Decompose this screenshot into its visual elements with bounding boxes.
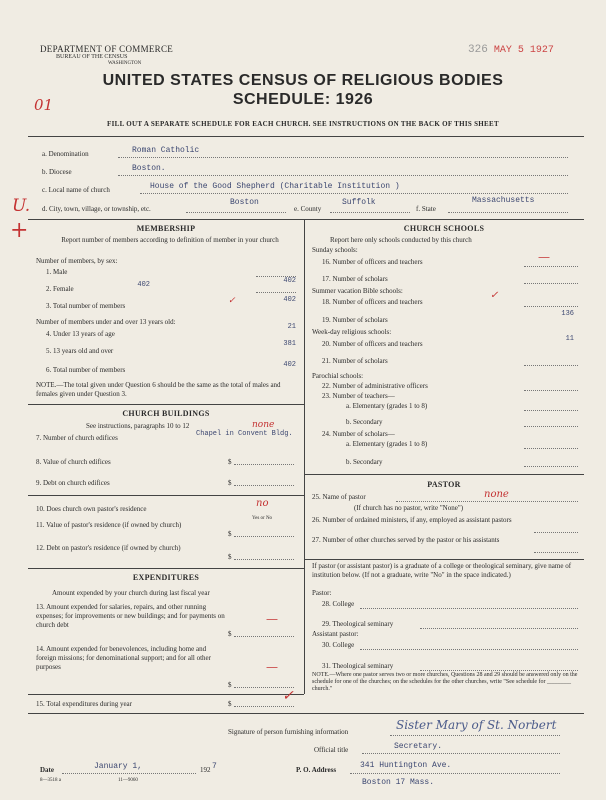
stamp-date: MAY 5 1927	[493, 45, 554, 56]
edifice-value-field[interactable]	[234, 464, 294, 465]
total-expenditures-field[interactable]	[234, 706, 294, 707]
edifice-value-label: 8. Value of church edifices	[36, 458, 111, 466]
secondary-teachers-label: b. Secondary	[346, 418, 383, 426]
county-value: Suffolk	[342, 198, 376, 207]
admin-officers-label: 22. Number of administrative officers	[322, 382, 428, 390]
owns-residence-value: no	[256, 498, 269, 509]
assistant-ministers-label: 26. Number of ordained ministers, if any, employed as assistant pastors	[312, 516, 512, 524]
elementary-teachers-field[interactable]	[524, 410, 578, 411]
pastor-seminary-label: 29. Theological seminary	[322, 620, 394, 628]
residence-value-label: 11. Value of pastor's residence (if owned by church)	[36, 521, 182, 529]
total-members-value: 402	[283, 296, 296, 304]
county-label: e. County	[294, 205, 322, 213]
official-title-field[interactable]	[362, 753, 560, 754]
buildings-divider	[28, 568, 304, 569]
summer-scholars-label: 19. Number of scholars	[322, 316, 388, 324]
form-number: 8—3518 a	[40, 778, 61, 783]
weekday-schools-label: Week-day religious schools:	[312, 328, 392, 336]
total-expenditures-label: 15. Total expenditures during year	[36, 700, 132, 708]
residence-debt-field[interactable]	[234, 559, 294, 560]
membership-divider	[28, 404, 304, 405]
print-number: 11—9060	[118, 778, 138, 783]
margin-mark-u: U.	[12, 196, 31, 216]
secondary-scholars-label: b. Secondary	[346, 458, 383, 466]
assistant-subheading: Assistant pastor:	[312, 630, 359, 638]
total-members-label: 3. Total number of members	[46, 302, 126, 310]
diocese-field[interactable]	[118, 166, 568, 176]
residence-debt-label: 12. Debt on pastor's residence (if owned by church)	[36, 544, 181, 552]
check-mark-18: ✓	[490, 290, 499, 301]
schools-intro: Report here only schools conducted by this church	[330, 236, 472, 244]
official-title-value: Secretary.	[394, 742, 443, 751]
date-value: January 1,	[94, 762, 143, 771]
residence-value-field[interactable]	[234, 536, 294, 537]
under-13-value: 21	[287, 323, 296, 331]
bottom-divider	[28, 713, 584, 714]
state-label: f. State	[416, 205, 436, 213]
membership-intro: Report number of members according to definition of member in your church	[61, 236, 279, 244]
church-buildings-title: CHURCH BUILDINGS	[122, 409, 210, 418]
summer-teachers-label: 18. Number of officers and teachers	[322, 298, 423, 306]
po-address-field[interactable]	[350, 773, 560, 774]
membership-note: NOTE.—The total given under Question 6 should be the same as the total of males and females given under Question 3.	[36, 381, 281, 398]
signature-label: Signature of person furnishing information	[228, 728, 349, 736]
po-address-value-2: Boston 17 Mass.	[362, 778, 435, 787]
top-divider	[28, 136, 584, 137]
pastor-seminary-field[interactable]	[420, 628, 578, 629]
pastor-sub-divider	[304, 559, 584, 560]
pastor-name-label: 25. Name of pastor	[312, 493, 366, 501]
pastor-name-hint: (If church has no pastor, write "None")	[354, 504, 464, 512]
parochial-schools-label: Parochial schools:	[312, 372, 364, 380]
margin-mark-plus: +	[10, 218, 29, 243]
buildings-sub-divider	[28, 495, 304, 496]
female-inline-value: 402	[137, 281, 150, 289]
state-value: Massachusetts	[472, 196, 535, 205]
yes-no-hint: Yes or No	[252, 516, 273, 521]
stamp-number: 326	[468, 44, 488, 56]
diocese-label: b. Diocese	[42, 168, 72, 176]
summer-scholars-value: 136	[561, 310, 574, 318]
instruction-line: FILL OUT A SEPARATE SCHEDULE FOR EACH CHURCH. SEE INSTRUCTIONS ON THE BACK OF THIS SHEET	[107, 120, 499, 128]
dash-mark-14: —	[266, 660, 278, 674]
church-name-value: House of the Good Shepherd (Charitable Institution )	[150, 182, 400, 191]
column-divider	[304, 219, 305, 694]
weekday-teachers-value: 11	[565, 335, 574, 343]
total-members-6-value: 402	[283, 361, 296, 369]
signature-field[interactable]	[390, 735, 560, 736]
city-value: Boston	[230, 198, 259, 207]
edifice-debt-label: 9. Debt on church edifices	[36, 479, 110, 487]
assistant-seminary-field[interactable]	[420, 670, 578, 671]
dollar-13: $	[228, 630, 232, 638]
edifices-label: 7. Number of church edifices	[36, 434, 118, 442]
expenditures-title: EXPENDITURES	[132, 573, 200, 582]
date-label: Date	[40, 766, 54, 774]
dash-mark-13: —	[266, 612, 278, 626]
assistant-ministers-field[interactable]	[534, 532, 578, 533]
sunday-teachers-field[interactable]	[524, 266, 578, 267]
date-year-suffix: 7	[212, 762, 217, 771]
check-mark: ✓	[228, 296, 236, 306]
pastor-subheading: Pastor:	[312, 589, 332, 597]
check-mark-15: ✓	[282, 688, 294, 704]
po-address-label: P. O. Address	[296, 766, 337, 774]
secondary-scholars-field[interactable]	[524, 466, 578, 467]
sunday-teachers-label: 16. Number of officers and teachers	[322, 258, 423, 266]
scholars-label: 24. Number of scholars—	[322, 430, 395, 438]
po-address-value: 341 Huntington Ave.	[360, 761, 452, 770]
signature-value: Sister Mary of St. Norbert	[396, 718, 557, 732]
dollar-15: $	[228, 700, 232, 708]
dollar-14: $	[228, 681, 232, 689]
by-sex-label: Number of members, by sex:	[36, 257, 118, 265]
male-label: 1. Male	[46, 268, 68, 276]
assistant-seminary-label: 31. Theological seminary	[322, 662, 394, 670]
expenditures-intro: Amount expended by your church during last fiscal year	[52, 589, 210, 597]
bureau-label: BUREAU OF THE CENSUS	[56, 54, 128, 60]
date-field[interactable]	[62, 773, 196, 774]
church-schools-title: CHURCH SCHOOLS	[403, 224, 485, 233]
city-label: d. City, town, village, or township, etc.	[42, 205, 151, 213]
other-churches-label: 27. Number of other churches served by the pastor or his assistants	[312, 536, 500, 544]
date-year-prefix: 192	[200, 766, 211, 774]
elementary-teachers-label: a. Elementary (grades 1 to 8)	[346, 402, 428, 410]
teachers-label: 23. Number of teachers—	[322, 392, 395, 400]
sunday-schools-label: Sunday schools:	[312, 246, 358, 254]
dash-mark-16: —	[538, 250, 550, 264]
weekday-scholars-field[interactable]	[524, 365, 578, 366]
denomination-value: Roman Catholic	[132, 146, 200, 155]
church-name-label: c. Local name of church	[42, 186, 110, 194]
official-title-label: Official title	[314, 746, 349, 754]
assistant-college-field[interactable]	[360, 649, 578, 650]
received-stamp	[468, 44, 554, 56]
over-13-value: 381	[283, 340, 296, 348]
pastor-note: NOTE.—Where one pastor serves two or more churches, Questions 28 and 29 should be answered only on the schedule for one of the churches; on the schedules for the other churches, write "See schedule for ________ church."	[312, 672, 578, 692]
pastor-college-label: 28. College	[322, 600, 355, 608]
elementary-scholars-label: a. Elementary (grades 1 to 8)	[346, 440, 428, 448]
weekday-scholars-label: 21. Number of scholars	[322, 357, 388, 365]
female-value: 402	[283, 277, 296, 285]
sunday-scholars-field[interactable]	[524, 283, 578, 284]
denomination-label: a. Denomination	[42, 150, 89, 158]
membership-title: MEMBERSHIP	[136, 224, 196, 233]
weekday-teachers-label: 20. Number of officers and teachers	[322, 340, 423, 348]
under-13-label: 4. Under 13 years of age	[46, 330, 115, 338]
schools-divider	[304, 474, 584, 475]
section-divider	[28, 219, 584, 220]
running-expenses-field[interactable]	[234, 636, 294, 637]
elementary-scholars-field[interactable]	[524, 448, 578, 449]
location-label: WASHINGTON	[108, 61, 142, 66]
expenditures-sub-divider	[28, 694, 304, 695]
over-13-label: 5. 13 years old and over	[46, 347, 114, 355]
summer-teachers-field[interactable]	[524, 306, 578, 307]
buildings-none-mark: none	[252, 420, 275, 430]
pastor-name-value: none	[484, 489, 509, 500]
other-churches-field[interactable]	[534, 552, 578, 553]
owns-residence-label: 10. Does church own pastor's residence	[36, 505, 147, 513]
dollar-11: $	[228, 530, 232, 538]
edifices-value: Chapel in Convent Bldg.	[196, 430, 293, 438]
female-label: 2. Female	[46, 285, 74, 293]
sunday-scholars-label: 17. Number of scholars	[322, 275, 388, 283]
female-field[interactable]	[256, 292, 296, 293]
benevolences-label: 14. Amount expended for benevolences, including home and foreign missions; for denominational support; and for all other purposes	[36, 645, 211, 671]
assistant-college-label: 30. College	[322, 641, 355, 649]
secondary-teachers-field[interactable]	[524, 426, 578, 427]
edifice-debt-field[interactable]	[234, 485, 294, 486]
margin-mark-01: 01	[34, 96, 54, 114]
running-expenses-label: 13. Amount expended for salaries, repairs, and other running expenses; for improvements or new buildings; and for payments on church debt	[36, 603, 225, 629]
diocese-value: Boston.	[132, 164, 166, 173]
dollar-9: $	[228, 479, 232, 487]
admin-officers-field[interactable]	[524, 390, 578, 391]
graduate-intro: If pastor (or assistant pastor) is a graduate of a college or theological seminary, give name of institution below. (If not a graduate, write "No" in the space indicated.)	[312, 562, 572, 579]
page-title: UNITED STATES CENSUS OF RELIGIOUS BODIES	[102, 72, 504, 89]
pastor-title: PASTOR	[427, 480, 461, 489]
summer-schools-label: Summer vacation Bible schools:	[312, 287, 403, 295]
dollar-8: $	[228, 458, 232, 466]
schedule-title: SCHEDULE: 1926	[232, 91, 374, 108]
pastor-name-field[interactable]	[396, 501, 578, 502]
department-label: DEPARTMENT OF COMMERCE	[40, 44, 174, 54]
buildings-see: See instructions, paragraphs 10 to 12	[86, 422, 190, 430]
total-members-6-label: 6. Total number of members	[46, 366, 126, 374]
pastor-college-field[interactable]	[360, 608, 578, 609]
dollar-12: $	[228, 553, 232, 561]
age-groups-label: Number of members under and over 13 years old:	[36, 318, 176, 326]
